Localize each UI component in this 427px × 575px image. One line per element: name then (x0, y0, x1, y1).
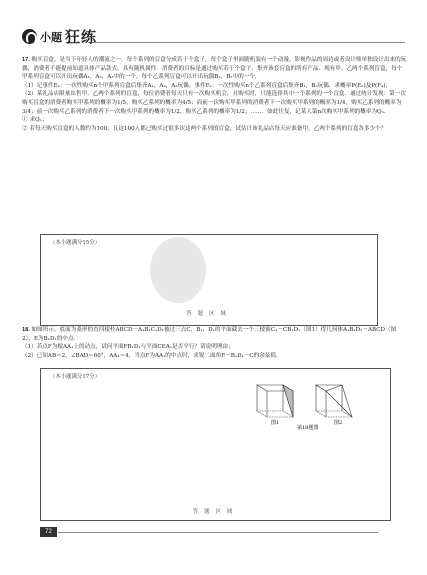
brand-name-small: 小题 (40, 30, 62, 44)
figure-title: 第18题图 (297, 425, 319, 430)
problem-18 (22, 326, 407, 360)
watermark-logo (150, 237, 206, 303)
geometry-figure (249, 378, 357, 430)
brand-logo (22, 26, 97, 47)
figure-2-caption: 图2 (334, 420, 343, 426)
problem-17-part-1: （1）记事件Eₙ：一次性购买n个甲系列盲盒后集齐A₁，A₂，A₃玩偶；事件Fₙ：一次性购买n个乙系列盲盒后集齐B₁，B₂玩偶．求概率P(E₆)及P(F₄)； (22, 82, 392, 89)
page-number: 72 (40, 527, 57, 537)
problem-17-subpart-2: ② 若每天购买盲盒的人数约为100，且这100人都已购买过很多次这两个系列的盲盒，试估计该礼品店每天应准备甲、乙两个系列的盲盒各多少个？ (22, 125, 387, 132)
problem-text: 购买盲盒，是当下年轻人的潮流之一．每个系列的盲盒分成若干个盒子，每个盒子里面随机装有一个动漫、影视作品的周边或者设计师单独设计出来的玩偶，消费者不能提前知道具体产品款式，具有随机属性．消费者的目标是通过购买若干个盒子，集齐该套盲盒的所有产品．现有甲、乙两个系列盲盒，每个甲系列盲盒可以开出玩偶A₁，A₂，A₃中的一个，每个乙系列盲盒可以开出玩偶B₁，B₂中的一个． (22, 57, 407, 81)
header-divider (92, 42, 405, 43)
problem-number: 18. (22, 327, 30, 333)
problem-17-part-2: （2）某礼品店限量出售甲、乙两个系列的盲盒，每位消费者每天只有一次购买机会，且购买时，只能选择其中一个系列的一个盲盒．通过统计发现：第一次购买盲盒的消费者购买甲系列的概率为1/5，购买乙系列的概率为4/5；而前一次购买甲系列的消费者下一次购买甲系列的概率为1/4，购买乙系列的概率为3/4；前一次购买乙系列的消费者下一次购买甲系列的概率为1/2，购买乙系列的概率为1/2；……．如此往复，记某人第n次购买甲系列的概率为Qₙ． (22, 91, 406, 115)
figure-1-prism (257, 385, 293, 417)
score-label: （本小题满分15分） (50, 240, 100, 246)
brand-mark-icon (22, 29, 37, 44)
problem-17-subpart-1: ① 求Qₙ； (22, 117, 48, 124)
answer-area-caption: 答题区域 (186, 311, 232, 317)
answer-area-caption: 答题区域 (192, 509, 239, 515)
problem-text: 如图所示，底面为菱形的直四棱柱ABCD－A₁B₁C₁D₁被过三点C，B₁，D₁的平面截去一个三棱锥C₁－CB₁D₁（图1）得几何体A₁B₁D₁－ABCD（图2），E为B₁D₁的中点． (22, 327, 397, 342)
problem-18-stem (22, 326, 407, 343)
footer-divider (58, 532, 378, 533)
page-header (0, 0, 427, 50)
figure-1-caption: 图1 (271, 420, 280, 426)
problem-18-part-2: （2）已知AB＝2，∠BAD＝60°，AA₁＝4，当点F为AA₁的中点时，求锐二面角F－B₁D₁－C的余弦值． (22, 352, 282, 359)
answer-area-17[interactable] (40, 234, 378, 326)
problem-17 (22, 56, 407, 133)
brand-name-large: 狂练 (65, 28, 98, 46)
problem-number: 17. (22, 57, 30, 63)
figure-2-solid (316, 385, 352, 417)
score-label: （本小题满分17分） (50, 374, 100, 380)
problem-17-stem (22, 56, 407, 82)
problem-18-part-1: （1）若点F为棱AA₁上的动点，试问平面FB₁D₁与平面CEA₁是否平行？请说明理由； (22, 344, 234, 351)
